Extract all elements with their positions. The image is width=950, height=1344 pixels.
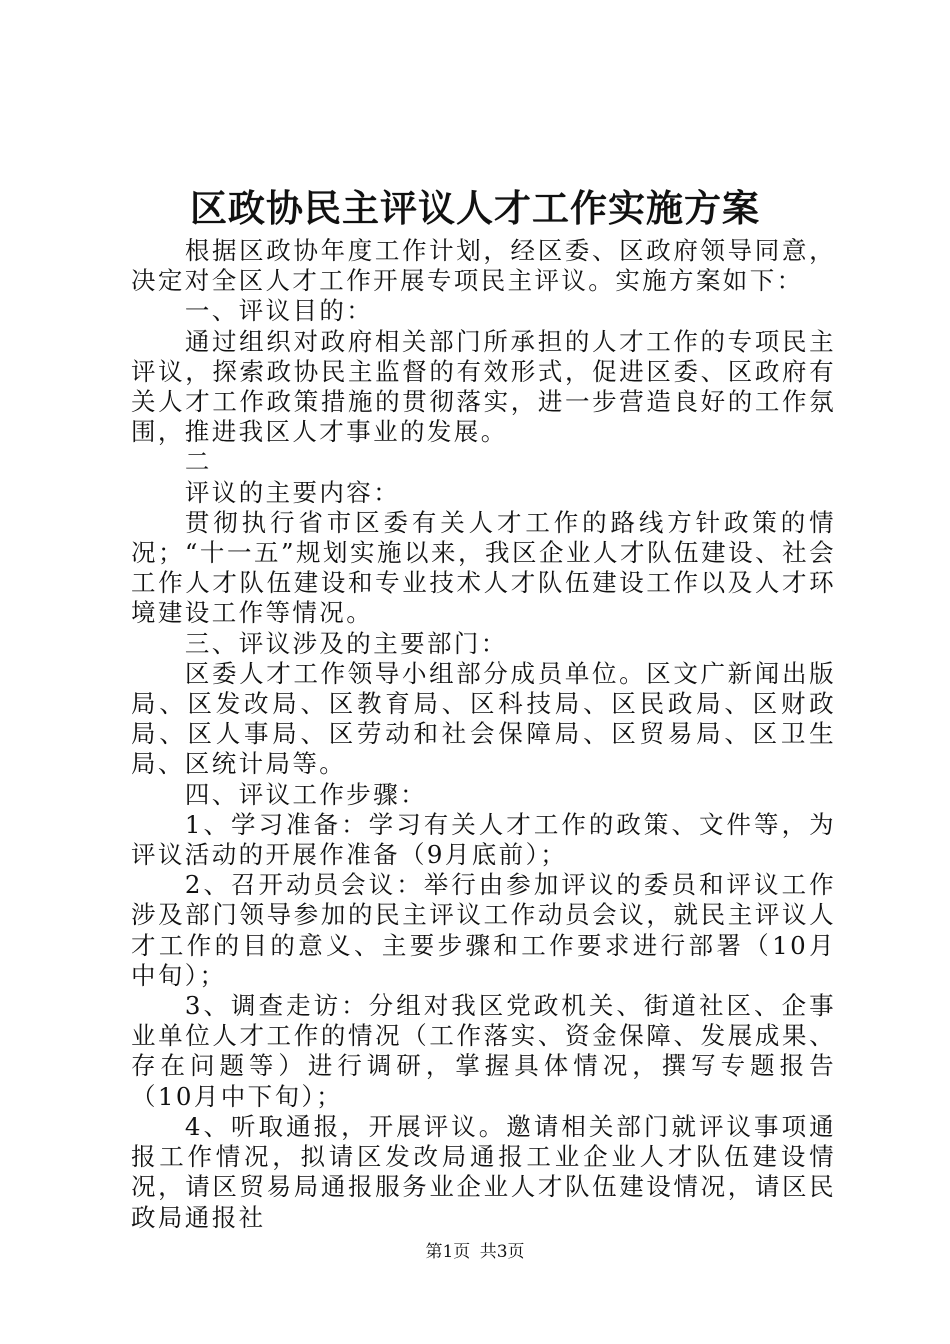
document-body xyxy=(131,236,836,1233)
section-heading-steps: 四、评议工作步骤： xyxy=(184,779,427,809)
paragraph-step-4: 4、听取通报，开展评议。邀请相关部门就评议事项通报工作情况，拟请区发改局通报工业企业人才队伍建设情况，请区贸易局通报服务业企业人才队伍建设情况，请区民政局通报社 xyxy=(131,1111,836,1232)
section-heading-departments: 三、评议涉及的主要部门： xyxy=(184,628,508,658)
paragraph-departments: 区委人才工作领导小组部分成员单位。区文广新闻出版局、区发改局、区教育局、区科技局、区民政局、区财政局、区人事局、区劳动和社会保障局、区贸易局、区卫生局、区统计局等。 xyxy=(131,658,836,779)
paragraph-step-1: 1、学习准备：学习有关人才工作的政策、文件等，为评议活动的开展作准备（9月底前）； xyxy=(131,809,836,870)
page-number: 第1页 xyxy=(425,1242,471,1262)
section-heading-purpose: 一、评议目的： xyxy=(184,296,374,326)
section-number-two: 二 xyxy=(184,447,212,477)
page-total: 共3页 xyxy=(479,1242,525,1262)
section-heading-content: 评议的主要内容： xyxy=(184,477,401,507)
paragraph-step-2: 2、召开动员会议：举行由参加评议的委员和评议工作涉及部门领导参加的民主评议工作动员会议，就民主评议人才工作的目的意义、主要步骤和工作要求进行部署（10月中旬）； xyxy=(131,870,836,990)
paragraph-content: 贯彻执行省市区委有关人才工作的路线方针政策的情况；“十一五”规划实施以来，我区企业人才队伍建设、社会工作人才队伍建设和专业技术人才队伍建设工作以及人才环境建设工作等情况。 xyxy=(131,507,836,628)
page-footer xyxy=(0,1240,950,1264)
paragraph-intro: 根据区政协年度工作计划，经区委、区政府领导同意，决定对全区人才工作开展专项民主评议。实施方案如下： xyxy=(131,236,836,296)
document-title: 区政协民主评议人才工作实施方案 xyxy=(190,187,760,230)
paragraph-step-3: 3、调查走访：分组对我区党政机关、街道社区、企事业单位人才工作的情况（工作落实、资金保障、发展成果、存在问题等）进行调研，掌握具体情况，撰写专题报告（10月中下旬）； xyxy=(131,991,836,1111)
paragraph-purpose: 通过组织对政府相关部门所承担的人才工作的专项民主评议，探索政协民主监督的有效形式，促进区委、区政府有关人才工作政策措施的贯彻落实，进一步营造良好的工作氛围，推进我区人才事业的发展。 xyxy=(131,326,836,447)
